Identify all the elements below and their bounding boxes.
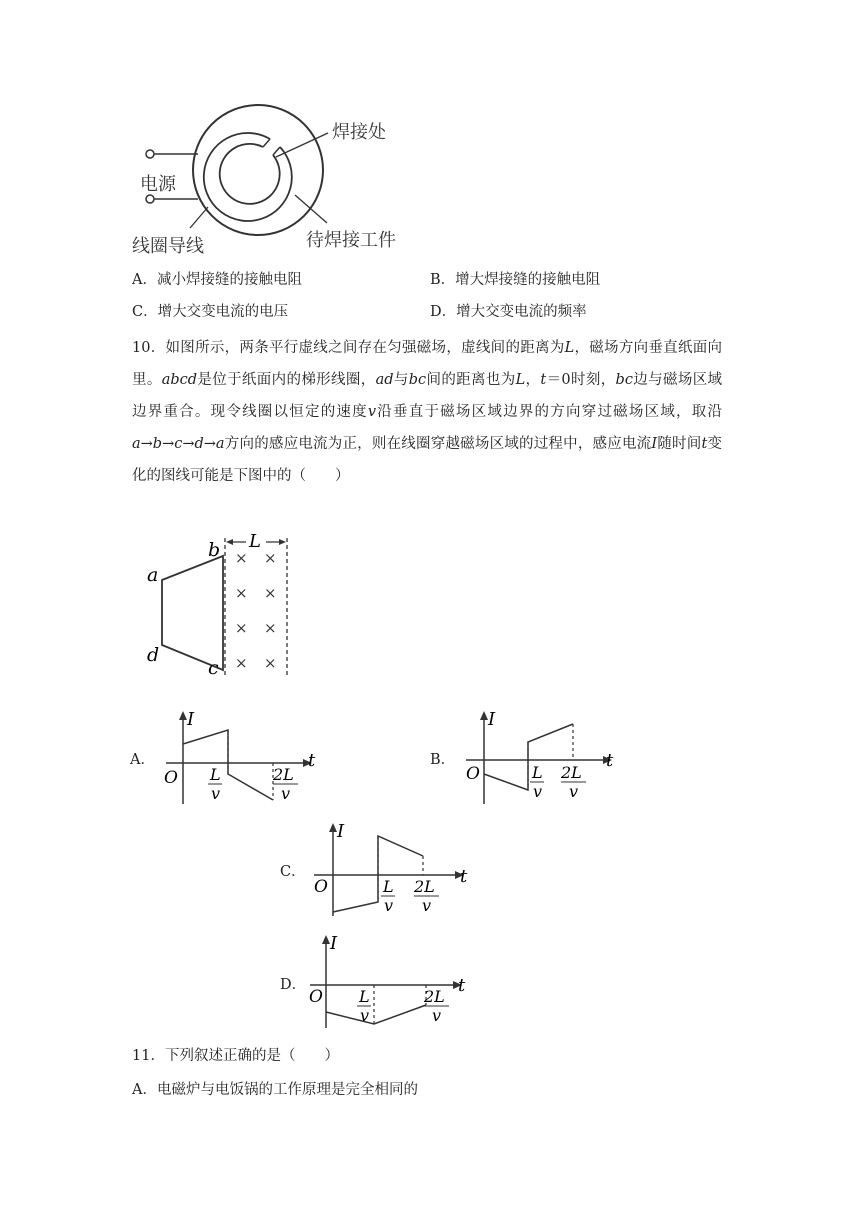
tick-label-v: v (422, 896, 432, 915)
tick-label-L: L (532, 763, 543, 782)
tick-label-v: v (281, 784, 291, 803)
i-axis-label: I (337, 821, 345, 842)
outer-coil-circle (193, 105, 323, 235)
label-power: 电源 (140, 174, 176, 195)
t-axis-label: t (308, 750, 316, 771)
i-axis-label: I (488, 709, 496, 730)
tick-label-v: v (432, 1006, 442, 1025)
trapezoid-coil (162, 556, 223, 670)
field-cross: × (264, 549, 277, 567)
q9-option-d: D．增大交变电流的频率 (430, 304, 587, 320)
label-coil: 线圈导线 (132, 236, 204, 257)
q11-stem: 11．下列叙述正确的是（ ） (132, 1048, 339, 1064)
field-cross: × (235, 654, 248, 672)
i-axis-arrow (329, 823, 337, 832)
graph-label-d: D． (280, 977, 307, 993)
vertex-label-b: b (208, 539, 221, 561)
coil-field-diagram (140, 528, 310, 683)
field-cross: × (264, 654, 277, 672)
graph-label-b: B． (430, 752, 456, 768)
tick-label-2L: 2L (414, 877, 435, 896)
tick-label-2L: 2L (273, 765, 294, 784)
tick-label-2L: 2L (424, 987, 445, 1006)
tick-label-L: L (383, 877, 394, 896)
arrowhead-right (279, 539, 286, 545)
q11-option-a: A．电磁炉与电饭锅的工作原理是完全相同的 (132, 1082, 418, 1098)
q9-option-b: B．增大焊接缝的接触电阻 (430, 272, 601, 288)
field-cross: × (264, 619, 277, 637)
label-weld: 焊接处 (332, 122, 386, 143)
t-axis-label: t (458, 975, 466, 996)
label-workpiece: 待焊接工件 (306, 230, 396, 251)
width-label-L: L (249, 531, 261, 552)
origin-label: O (466, 764, 480, 784)
current-curve (183, 730, 273, 800)
field-cross: × (235, 619, 248, 637)
q10-stem: 10．如图所示，两条平行虚线之间存在匀强磁场，虚线间的距离为L，磁场方向垂直纸面向里。abcd是位于纸面内的梯形线圈，ad与bc间的距离也为L，t＝0时刻，bc边与磁场区域边界重合。现令线圈以恒定的速度v沿垂直于磁场区域边界的方向穿过磁场区域，取沿a→b→c→d→a方向的感应电流为正，则在线圈穿越磁场区域的过程中，感应电流I随时间t变化的图线可能是下图中的（ ） (132, 340, 723, 484)
workpiece-inner-ring (220, 144, 280, 204)
origin-label: O (309, 987, 323, 1007)
vertex-label-d: d (147, 644, 160, 666)
i-axis-arrow (480, 711, 488, 720)
i-axis-arrow (322, 935, 330, 944)
weld-gap-line (273, 147, 280, 155)
weld-gap-line2 (263, 139, 270, 147)
tick-label-L: L (210, 765, 221, 784)
graph-b (460, 708, 620, 808)
leader-coil (190, 207, 208, 228)
graph-d (306, 932, 471, 1032)
graph-label-a: A． (130, 752, 155, 768)
field-cross: × (235, 549, 248, 567)
field-cross: × (264, 584, 277, 602)
origin-label: O (164, 768, 178, 788)
terminal-top (146, 150, 154, 158)
t-axis-label: t (606, 750, 614, 771)
arrowhead-left (226, 539, 233, 545)
t-axis-label: t (460, 866, 468, 887)
tick-label-v: v (384, 896, 394, 915)
tick-label-L: L (359, 987, 370, 1006)
field-cross: × (235, 584, 248, 602)
origin-label: O (314, 877, 328, 897)
tick-label-v: v (360, 1006, 370, 1025)
tick-label-v: v (533, 782, 543, 801)
q9-option-a: A．减小焊接缝的接触电阻 (132, 272, 302, 288)
graph-label-c: C． (280, 864, 306, 880)
i-axis-label: I (330, 933, 338, 954)
vertex-label-a: a (147, 564, 159, 586)
i-axis-arrow (179, 711, 187, 720)
graph-a (160, 708, 320, 808)
i-axis-label: I (187, 709, 195, 730)
q9-option-c: C．增大交变电流的电压 (132, 304, 289, 320)
vertex-label-c: c (208, 657, 219, 679)
tick-label-v: v (211, 784, 221, 803)
workpiece-ring (204, 133, 292, 221)
graph-c (310, 820, 470, 920)
terminal-bottom (146, 195, 154, 203)
tick-label-2L: 2L (561, 763, 582, 782)
tick-label-v: v (569, 782, 579, 801)
current-curve (326, 1005, 426, 1024)
